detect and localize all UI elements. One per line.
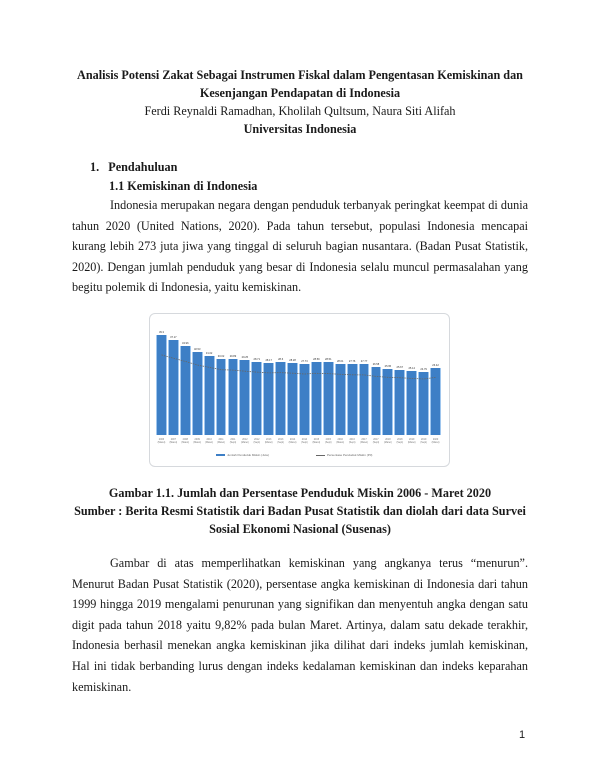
bar-value-label: 28.71	[253, 357, 261, 361]
bar-value-label: 27.76	[348, 360, 356, 364]
bar-value-label: 26.58	[372, 363, 380, 367]
authors: Ferdi Reynaldi Ramadhan, Kholilah Qultsum, Naura Siti Alifah	[144, 104, 456, 118]
bar-value-label: 39.3	[158, 330, 164, 334]
percentage-line	[156, 322, 442, 435]
x-tick-label: 2018 (Sept)	[396, 438, 404, 444]
bar-value-label: 28.59	[313, 358, 320, 362]
x-tick-label: 2010 (Maret)	[205, 438, 213, 444]
bar-value-label: 34.96	[182, 341, 189, 345]
x-tick-label: 2006 (Maret)	[157, 438, 166, 444]
affiliation: Universitas Indonesia	[243, 122, 357, 136]
x-tick-label: 2013 (Sept)	[277, 438, 284, 444]
bar-value-label: 25.67	[396, 365, 404, 369]
paper-title-line2: Kesenjangan Pendapatan di Indonesia	[199, 86, 401, 100]
x-tick-label: 2012 (Maret)	[241, 438, 249, 444]
intro-paragraph: Indonesia merupakan negara dengan penduduk terbanyak peringkat keempat di dunia tahun 2020 (United Nations, 2020). Pada tahun tersebut, populasi Indonesia mencapai kurang lebih 273 juta jiwa yang tinggal di seluruh bagian nusantara. (Badan Pusat Statistik, 2020). Dengan jumlah penduduk yang besar di Indonesia selalu muncul permasalahan yang begitu polemik di Indonesia, yaitu kemiskinan.	[72, 198, 528, 295]
line-swatch-icon	[316, 455, 325, 456]
bar-value-label: 30.02	[217, 354, 225, 358]
bar-swatch-icon	[216, 454, 225, 456]
paper-title-line1: Analisis Potensi Zakat Sebagai Instrumen Fiskal dalam Pengentasan Kemiskinan dan	[77, 68, 523, 82]
bar-value-label: 32.53	[193, 348, 201, 352]
bar-value-label: 31.02	[205, 351, 213, 355]
bar-value-label: 28.28	[289, 358, 296, 362]
bar-value-label: 28.01	[336, 359, 344, 363]
x-tick-label: 2016 (Maret)	[336, 438, 345, 444]
subsection-heading: 1.1 Kemiskinan di Indonesia	[109, 179, 258, 193]
poverty-chart	[149, 313, 450, 467]
x-tick-label: 2013 (Maret)	[264, 438, 273, 444]
bar-value-label: 27.77	[360, 360, 368, 364]
bar-value-label: 24.79	[420, 367, 427, 371]
bar-value-label: 25.14	[408, 366, 415, 370]
x-tick-label: 2017 (Maret)	[360, 438, 368, 444]
figure-source-line2: Sosial Ekonomi Nasional (Susenas)	[209, 522, 391, 536]
figure-source-line1: Sumber : Berita Resmi Statistik dari Badan Pusat Statistik dan diolah dari data Survei	[74, 504, 526, 518]
x-tick-label: 2018 (Maret)	[384, 438, 392, 444]
x-tick-label: 2016 (Sept)	[348, 438, 356, 444]
page-number: 1	[519, 729, 526, 741]
x-tick-label: 2017 (Sept)	[372, 438, 380, 444]
section-heading: 1. Pendahuluan	[90, 160, 178, 174]
bar-value-label: 28.6	[278, 358, 284, 362]
body-paragraph: Gambar di atas memperlihatkan kemiskinan yang angkanya terus “menurun”. Menurut Badan Pusat Statistik (2020), persentase angka kemiskinan di Indonesia dari tahun 1999 hingga 2019 mengalami penurunan yang signifikan dan menyentuh angka dengan satu digit pada tahun 2018 yaitu 9,82% pada bulan Maret. Artinya, dalam satu dekade terakhir, Indonesia berhasil menekan angka kemiskinan jika dilihat dari indeks jumlah kemiskinan, Hal ini tidak berbanding lurus dengan indeks kedalaman kemiskinan dan indeks keparahan kemiskinan.	[72, 556, 528, 694]
bar-value-label: 28.51	[325, 358, 332, 362]
x-tick-label: 2019 (Maret)	[407, 438, 416, 444]
legend-line: Persentase Penduduk Miskin (P0)	[316, 453, 372, 457]
x-tick-label: 2014 (Sept)	[301, 438, 308, 444]
bar-value-label: 27.73	[301, 360, 308, 364]
x-tick-label: 2011 (Sept)	[229, 438, 237, 444]
figure-caption: Gambar 1.1. Jumlah dan Persentase Penduduk Miskin 2006 - Maret 2020	[108, 486, 492, 500]
x-tick-label: 2019 (Sept)	[420, 438, 427, 444]
x-tick-label: 2015 (Maret)	[312, 438, 321, 444]
bar-value-label: 37.17	[170, 336, 177, 340]
x-tick-label: 2012 (Sept)	[253, 438, 261, 444]
bar-value-label: 28.17	[265, 359, 272, 363]
x-tick-label: 2007 (Maret)	[169, 438, 178, 444]
bar-value-label: 26.42	[432, 363, 439, 367]
bar-value-label: 29.89	[229, 354, 237, 358]
x-tick-label: 2014 (Maret)	[288, 438, 297, 444]
x-tick-label: 2020 (Maret)	[431, 438, 440, 444]
x-tick-label: 2008 (Maret)	[181, 438, 190, 444]
x-tick-label: 2015 (Sept)	[325, 438, 332, 444]
bar-value-label: 25.95	[384, 364, 392, 368]
x-tick-label: 2011 (Maret)	[217, 438, 225, 444]
legend-bar: Jumlah Penduduk Miskin (Juta)	[216, 453, 269, 457]
x-tick-label: 2009 (Maret)	[193, 438, 202, 444]
bar-value-label: 29.25	[241, 356, 249, 360]
